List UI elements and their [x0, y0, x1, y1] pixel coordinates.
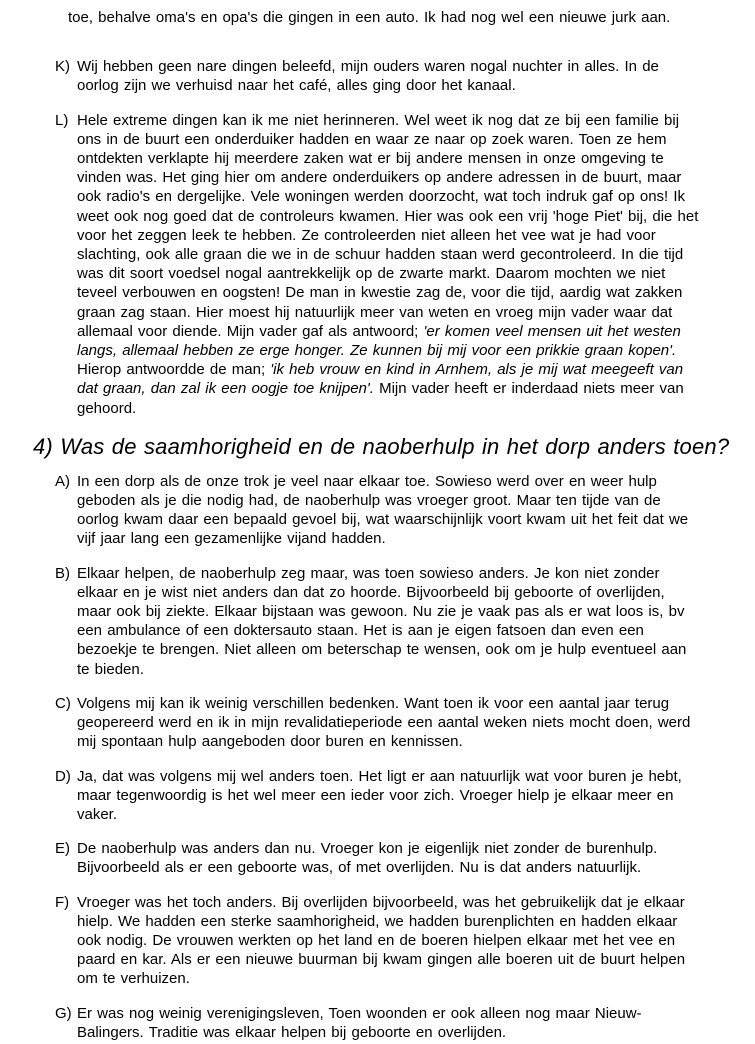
answer-text — [77, 564, 755, 679]
text-line — [77, 529, 755, 548]
text-line — [77, 786, 755, 805]
text-line — [77, 912, 755, 931]
text-line — [77, 111, 755, 130]
answer-paragraph — [55, 57, 755, 95]
text-line — [77, 839, 755, 858]
answer-text — [77, 839, 755, 877]
answer-paragraph — [55, 767, 755, 825]
text-line — [77, 1023, 755, 1042]
quoted-speech: 'er komen veel mensen uit het westen — [423, 322, 681, 340]
text-line — [77, 713, 755, 732]
text-run: maar tegenwoordig is het wel meer een ieder voor zich. Vroeger hielp je elkaar meer en — [77, 786, 674, 804]
text-run: was dit soort voedsel nogal aantrekkelijk op de zwarte markt. Daarom mochten we niet — [77, 265, 666, 283]
text-run: Mijn vader heeft er inderdaad niets meer van — [373, 380, 684, 398]
text-line — [77, 76, 755, 95]
answer-text — [77, 57, 755, 95]
text-line — [77, 207, 755, 226]
text-run: geopereerd werd en ik in mijn revalidatieperiode een aantal weken niets mocht doen, werd — [77, 714, 691, 732]
answer-paragraph — [55, 839, 755, 877]
text-line — [77, 640, 755, 659]
text-run: geboden als je die nodig had, de naoberhulp was vroeger groot. Maar ten tijde van de — [77, 492, 661, 510]
text-line — [77, 491, 755, 510]
text-run: ons in de buurt een onderduiker hadden en waar ze naar op zoek waren. Toen ze hem — [77, 130, 667, 148]
text-line — [77, 322, 755, 341]
text-run: gehoord. — [77, 399, 137, 417]
text-line — [77, 660, 755, 679]
answer-label: D) — [55, 767, 71, 785]
text-line — [77, 858, 755, 877]
text-run: te bieden. — [77, 660, 144, 678]
text-line — [77, 130, 755, 149]
answer-label: C) — [55, 694, 71, 712]
answer-paragraph — [55, 564, 755, 679]
text-line — [77, 694, 755, 713]
answer-label: G) — [55, 1004, 72, 1022]
text-line — [77, 564, 755, 583]
text-run: Balingers. Traditie was elkaar helpen bij geboorte en overlijden. — [77, 1023, 507, 1041]
text-line — [77, 245, 755, 264]
text-line — [77, 893, 755, 912]
answer-label: L) — [55, 111, 69, 129]
text-run: In een dorp als de onze trok je veel naar elkaar toe. Sowieso werd over en weer hulp — [77, 472, 657, 490]
text-line — [77, 264, 755, 283]
text-line — [77, 399, 755, 418]
text-run: elkaar en je wist niet anders dan dat zo hoorde. Bijvoorbeeld bij geboorte of overlijden, — [77, 583, 665, 601]
text-run: vijf jaar lang een gezamenlijke vijand hadden. — [77, 530, 386, 548]
text-run: paard en kar. Als er een nieuwe buurman bij kwam gingen alle boeren uit de buurt helpen — [77, 951, 686, 969]
answer-text — [77, 694, 755, 752]
answer-label: A) — [55, 472, 70, 490]
answer-label: E) — [55, 840, 70, 858]
answer-label: K) — [55, 58, 70, 76]
text-run: om te verhuizen. — [77, 970, 190, 988]
text-run: ook nodig. De vrouwen werkten op het land en de boeren hielpen elkaar met het vee en — [77, 931, 676, 949]
text-run: Elkaar helpen, de naoberhulp zeg maar, was toen sowieso anders. Je kon niet zonder — [77, 564, 660, 582]
answer-text — [77, 893, 755, 989]
answer-label: B) — [55, 564, 70, 582]
text-run: teveel verbouwen en oogsten! De man in kwestie zag de, voor die tijd, aardig wat zakken — [77, 284, 683, 302]
text-run: mij spontaan hulp aangeboden door buren en kennissen. — [77, 733, 463, 751]
answer-paragraph — [55, 472, 755, 549]
text-run: Er was nog weinig verenigingsleven, Toen woonden er ook alleen nog maar Nieuw- — [77, 1004, 642, 1022]
quoted-speech: langs, allemaal hebben ze erge honger. Ze kunnen bij mij voor een prikkie graan kopen'. — [77, 342, 677, 360]
text-run: ook radio's en dergelijke. Vele woningen werden doorzocht, wat toch indruk gaf op ons! Ik — [77, 188, 686, 206]
answer-text — [77, 767, 755, 825]
text-run: een ambulance of een doktersauto staan. Het is aan je eigen fatsoen dan even een — [77, 622, 644, 640]
text-run: voor het zeggen leek te hebben. Ze controleerden niet alleen het vee wat je had voor — [77, 226, 656, 244]
text-line — [77, 931, 755, 950]
text-line — [77, 283, 755, 302]
text-run: slachting, ook alle graan die we in de schuur hadden staan werd gecontroleerd. In die tijd — [77, 246, 684, 264]
text-line — [77, 621, 755, 640]
answer-text — [77, 1004, 755, 1042]
answer-paragraph — [55, 111, 755, 418]
text-run: oorlog zijn we verhuisd naar het café, alles ging door het kanaal. — [77, 77, 516, 95]
text-run: bezoekje te brengen. Niet alleen om beterschap te wensen, ook om je hulp eventueel aan — [77, 641, 687, 659]
text-run: graan zag staan. Hier moest hij natuurlijk meer van weten en vroeg mijn vader waar dat — [77, 303, 673, 321]
text-run: maar ook bij ziekte. Elkaar bijstaan was gewoon. Nu zie je vaak pas als er wat loos is, bv — [77, 603, 685, 621]
answers-question-3 — [0, 57, 755, 418]
text-run: ontdekten verklapte hij meerdere zaken wat er bij andere mensen in onze omgeving te — [77, 150, 664, 168]
text-run: Volgens mij kan ik weinig verschillen bedenken. Want toen ik voor een aantal jaar terug — [77, 694, 670, 712]
text-line — [77, 149, 755, 168]
quoted-speech: dat graan, dan zal ik een oogje toe knijpen'. — [77, 380, 374, 398]
quoted-speech: 'ik heb vrouw en kind in Arnhem, als je mij wat meegeeft van — [270, 361, 684, 379]
text-line — [77, 168, 755, 187]
text-run: Hele extreme dingen kan ik me niet herinneren. Wel weet ik nog dat ze bij een familie bij — [77, 111, 680, 129]
text-line — [77, 969, 755, 988]
text-run: Wij hebben geen nare dingen beleefd, mijn ouders waren nogal nuchter in alles. In de — [77, 58, 659, 76]
answer-paragraph — [55, 893, 755, 989]
answer-paragraph — [55, 1004, 755, 1042]
text-run: allemaal voor diende. Mijn vader gaf als antwoord; — [77, 322, 424, 340]
answer-label: F) — [55, 893, 70, 911]
text-line — [77, 226, 755, 245]
text-line — [77, 379, 755, 398]
text-line — [77, 767, 755, 786]
text-line — [77, 602, 755, 621]
text-run: oorlog kwam daar een bepaald gevoel bij, wat waarschijnlijk voort kwam uit het feit dat we — [77, 511, 689, 529]
text-line — [77, 583, 755, 602]
text-run: Bijvoorbeeld als er een geboorte was, of met overlijden. Nu is dat anders natuurlijk. — [77, 859, 642, 877]
text-line — [77, 732, 755, 751]
text-line — [77, 472, 755, 491]
text-run: vaker. — [77, 805, 118, 823]
answer-text — [77, 111, 755, 418]
text-run: Vroeger was het toch anders. Bij overlijden bijvoorbeeld, was het gebruikelijk dat je elkaar — [77, 893, 685, 911]
text-line — [77, 303, 755, 322]
text-line — [77, 360, 755, 379]
text-run: weet ook nog goed dat de controleurs kwamen. Hier was ook een vrij 'hoge Piet' bij, die het — [77, 207, 699, 225]
text-run: hielp. We hadden een sterke saamhorigheid, we hadden burenplichten en hadden elkaar — [77, 912, 678, 930]
text-run: De naoberhulp was anders dan nu. Vroeger kon je eigenlijk niet zonder de burenhulp. — [77, 840, 658, 858]
answers-question-4 — [0, 472, 755, 1042]
answer-text — [77, 472, 755, 549]
text-run: Hierop antwoordde de man; — [77, 361, 271, 379]
text-run: Ja, dat was volgens mij wel anders toen. Het ligt er aan natuurlijk wat voor buren je hebt, — [77, 767, 682, 785]
text-line — [77, 341, 755, 360]
question-heading: 4) Was de saamhorigheid en de naoberhulp in het dorp anders toen? — [33, 433, 730, 459]
text-line — [77, 187, 755, 206]
answer-paragraph — [55, 694, 755, 752]
text-line — [77, 1004, 755, 1023]
text-line — [77, 805, 755, 824]
text-line — [77, 57, 755, 76]
continuation-paragraph: toe, behalve oma's en opa's die gingen in een auto. Ik had nog wel een nieuwe jurk aan. — [68, 9, 671, 26]
text-line — [77, 950, 755, 969]
text-line — [77, 510, 755, 529]
text-run: vinden was. Het ging hier om andere onderduikers op andere adressen in de buurt, maar — [77, 169, 682, 187]
